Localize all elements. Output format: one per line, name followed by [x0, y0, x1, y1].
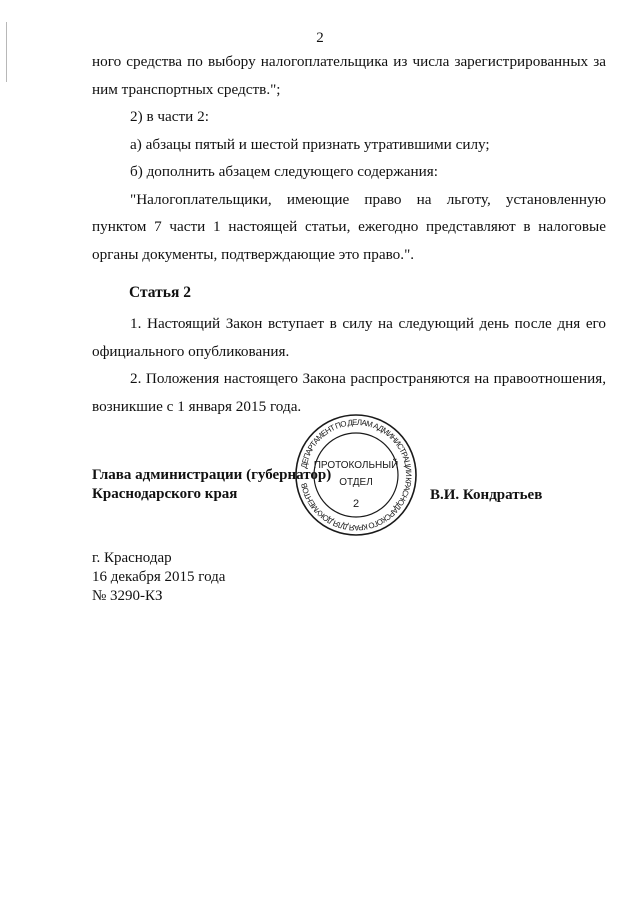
article2-item: 2. Положения настоящего Закона распространяются на правоотношения, возникшие с 1 января 2015 года. [92, 370, 606, 415]
place: г. Краснодар [92, 550, 172, 566]
signatory-title-line1: Глава администрации (губернатор) [92, 467, 332, 483]
article-heading: Статья 2 [129, 284, 191, 301]
article2-item: 1. Настоящий Закон вступает в силу на следующий день после дня его официального опубликования. [92, 315, 606, 360]
official-stamp [294, 413, 418, 537]
paragraph-item-b: б) дополнить абзацем следующего содержания: [130, 163, 438, 180]
paragraph-continuation: ного средства по выбору налогоплательщика из числа зарегистрированных за ним транспортных средств."; [92, 53, 606, 98]
paragraph-quote: "Налогоплательщики, имеющие право на льготу, установленную пунктом 7 части 1 настоящей статьи, ежегодно представляют в налоговые органы документы, подтверждающие это право.". [92, 190, 606, 263]
page-number: 2 [316, 30, 324, 46]
paragraph-item-a: а) абзацы пятый и шестой признать утратившими силу; [130, 135, 490, 153]
stamp-ring-text: ДЕПАРТАМЕНТ ПО ДЕЛАМ АДМИНИСТРАЦИИ КРАСНОДАРСКОГО КРАЯ ДЛЯ ДОКУМЕНТОВ [299, 417, 414, 533]
stamp-number: 2 [352, 498, 360, 510]
stamp-line1: ПРОТОКОЛЬНЫЙ [313, 460, 399, 471]
body-text [92, 48, 606, 268]
place-date-block [92, 549, 225, 606]
article2-body [92, 310, 606, 420]
law-number: № 3290-КЗ [92, 588, 163, 604]
signatory-name: В.И. Кондратьев [430, 487, 543, 503]
signatory-title-line2: Краснодарского края [92, 486, 238, 502]
date: 16 декабря 2015 года [92, 569, 226, 585]
stamp-line2: ОТДЕЛ [339, 477, 373, 488]
paragraph-part2: 2) в части 2: [130, 108, 209, 125]
